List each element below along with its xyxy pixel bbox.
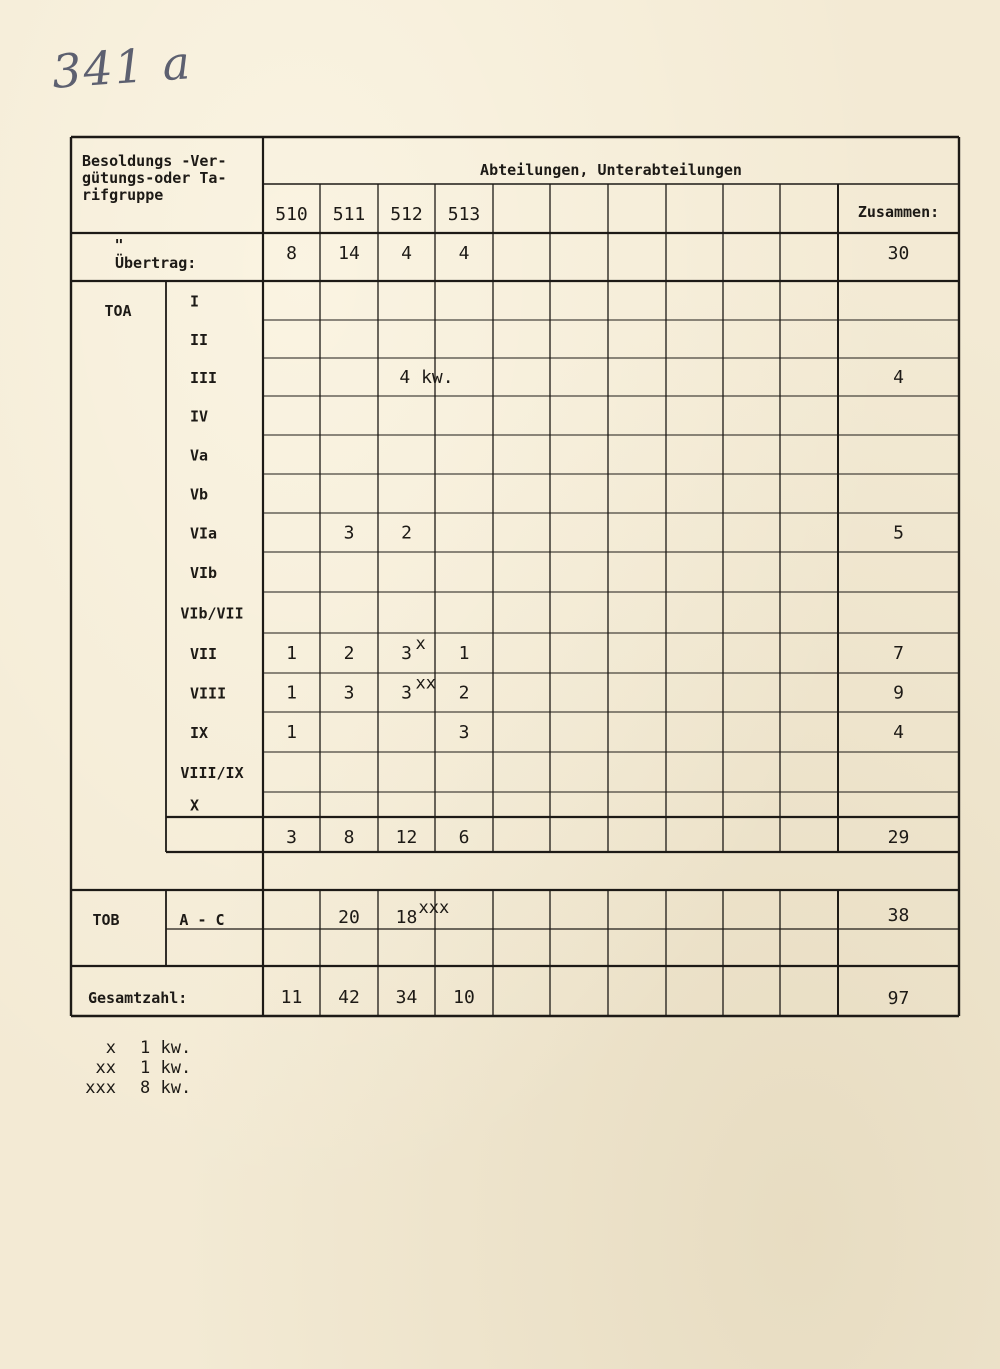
subtotal-value: 6 (458, 827, 470, 848)
cell-value: 1 (286, 643, 297, 664)
carryover-value: 4 (401, 243, 412, 264)
subtotal-value: 8 (343, 827, 355, 848)
superscript-mark: xxx (418, 898, 450, 918)
cell-value: 18 (395, 907, 418, 928)
grade-label: II (190, 331, 209, 349)
carryover-value: 4 (458, 243, 470, 264)
footnote-text: 8 kw. (140, 1078, 192, 1098)
department-code: 513 (447, 204, 481, 225)
grade-label: IV (190, 407, 209, 426)
department-code: 511 (332, 204, 366, 225)
grade-label: Vb (190, 485, 209, 504)
grade-label: I (190, 292, 200, 311)
cell-value: 1 (458, 643, 470, 664)
superscript-mark: x (415, 634, 426, 654)
cell-value: 3 (343, 522, 355, 544)
footnote-mark: xx (95, 1058, 116, 1078)
row-total: 9 (893, 682, 904, 704)
subtotal-value: 12 (395, 827, 418, 848)
grand-total-value: 34 (395, 987, 418, 1008)
footnote-text: 1 kw. (140, 1058, 192, 1078)
footnote (72, 1038, 191, 1058)
footnote-text: 1 kw. (140, 1038, 192, 1058)
grade-label: X (190, 796, 200, 815)
grade-label: VIa (190, 524, 218, 543)
footnote-mark: x (105, 1038, 116, 1058)
page-number: 341 a (50, 35, 194, 99)
cell-value: 3 (458, 722, 470, 743)
group-label-line: Besoldungs -Ver- (82, 152, 227, 170)
grade-label: III (190, 369, 218, 387)
grand-total-label: Gesamtzahl: (88, 989, 188, 1007)
group-label-line: gütungs-oder Ta- (82, 169, 227, 187)
footnote (72, 1058, 191, 1078)
carryover-label: Übertrag: (115, 254, 197, 272)
grade-label: VIII (190, 684, 227, 703)
cell-value: 20 (338, 907, 360, 928)
row-total: 5 (893, 522, 904, 544)
grade-label: IX (190, 724, 209, 742)
toa-label: TOA (104, 302, 132, 320)
cell-value: 2 (458, 682, 470, 704)
grade-label: VIb/VII (180, 604, 244, 623)
group-label-line: rifgruppe (82, 186, 164, 204)
superscript-mark: xx (415, 673, 436, 694)
tob-grade: A - C (179, 911, 225, 929)
cell-value: 3 (401, 682, 412, 704)
umlaut-mark: " (114, 236, 124, 254)
grade-label: VIb (190, 564, 218, 582)
departments-title: Abteilungen, Unterabteilungen (480, 161, 742, 179)
total-label: Zusammen: (857, 203, 940, 221)
grand-total-value: 10 (453, 987, 475, 1008)
footnote-mark: xxx (85, 1078, 116, 1098)
subtotal-total: 29 (887, 827, 910, 848)
grade-label: VII (190, 645, 218, 663)
department-code: 512 (390, 204, 423, 225)
grand-total-value: 42 (338, 987, 360, 1008)
cell-value: 4 kw. (399, 367, 454, 388)
cell-value: 3 (343, 682, 355, 704)
carryover-value: 8 (286, 243, 297, 264)
department-code: 510 (275, 204, 308, 225)
grade-label: VIII/IX (180, 764, 244, 782)
footnotes (72, 1038, 191, 1098)
subtotal-value: 3 (286, 827, 297, 848)
tob-label: TOB (92, 911, 120, 929)
carryover-total: 30 (887, 243, 910, 264)
row-total: 7 (893, 643, 904, 664)
grand-total-value: 11 (280, 987, 303, 1008)
cell-value: 3 (401, 643, 412, 664)
grade-label: Va (190, 446, 209, 465)
footnote (72, 1078, 191, 1098)
carryover-value: 14 (338, 243, 360, 264)
cell-value: 1 (286, 722, 297, 743)
row-total: 4 (893, 367, 904, 388)
cell-value: 2 (401, 522, 412, 544)
grand-total-sum: 97 (887, 988, 910, 1009)
tob-total: 38 (887, 905, 910, 926)
row-total: 4 (893, 722, 904, 743)
cell-value: 1 (286, 682, 297, 704)
cell-value: 2 (343, 643, 355, 664)
